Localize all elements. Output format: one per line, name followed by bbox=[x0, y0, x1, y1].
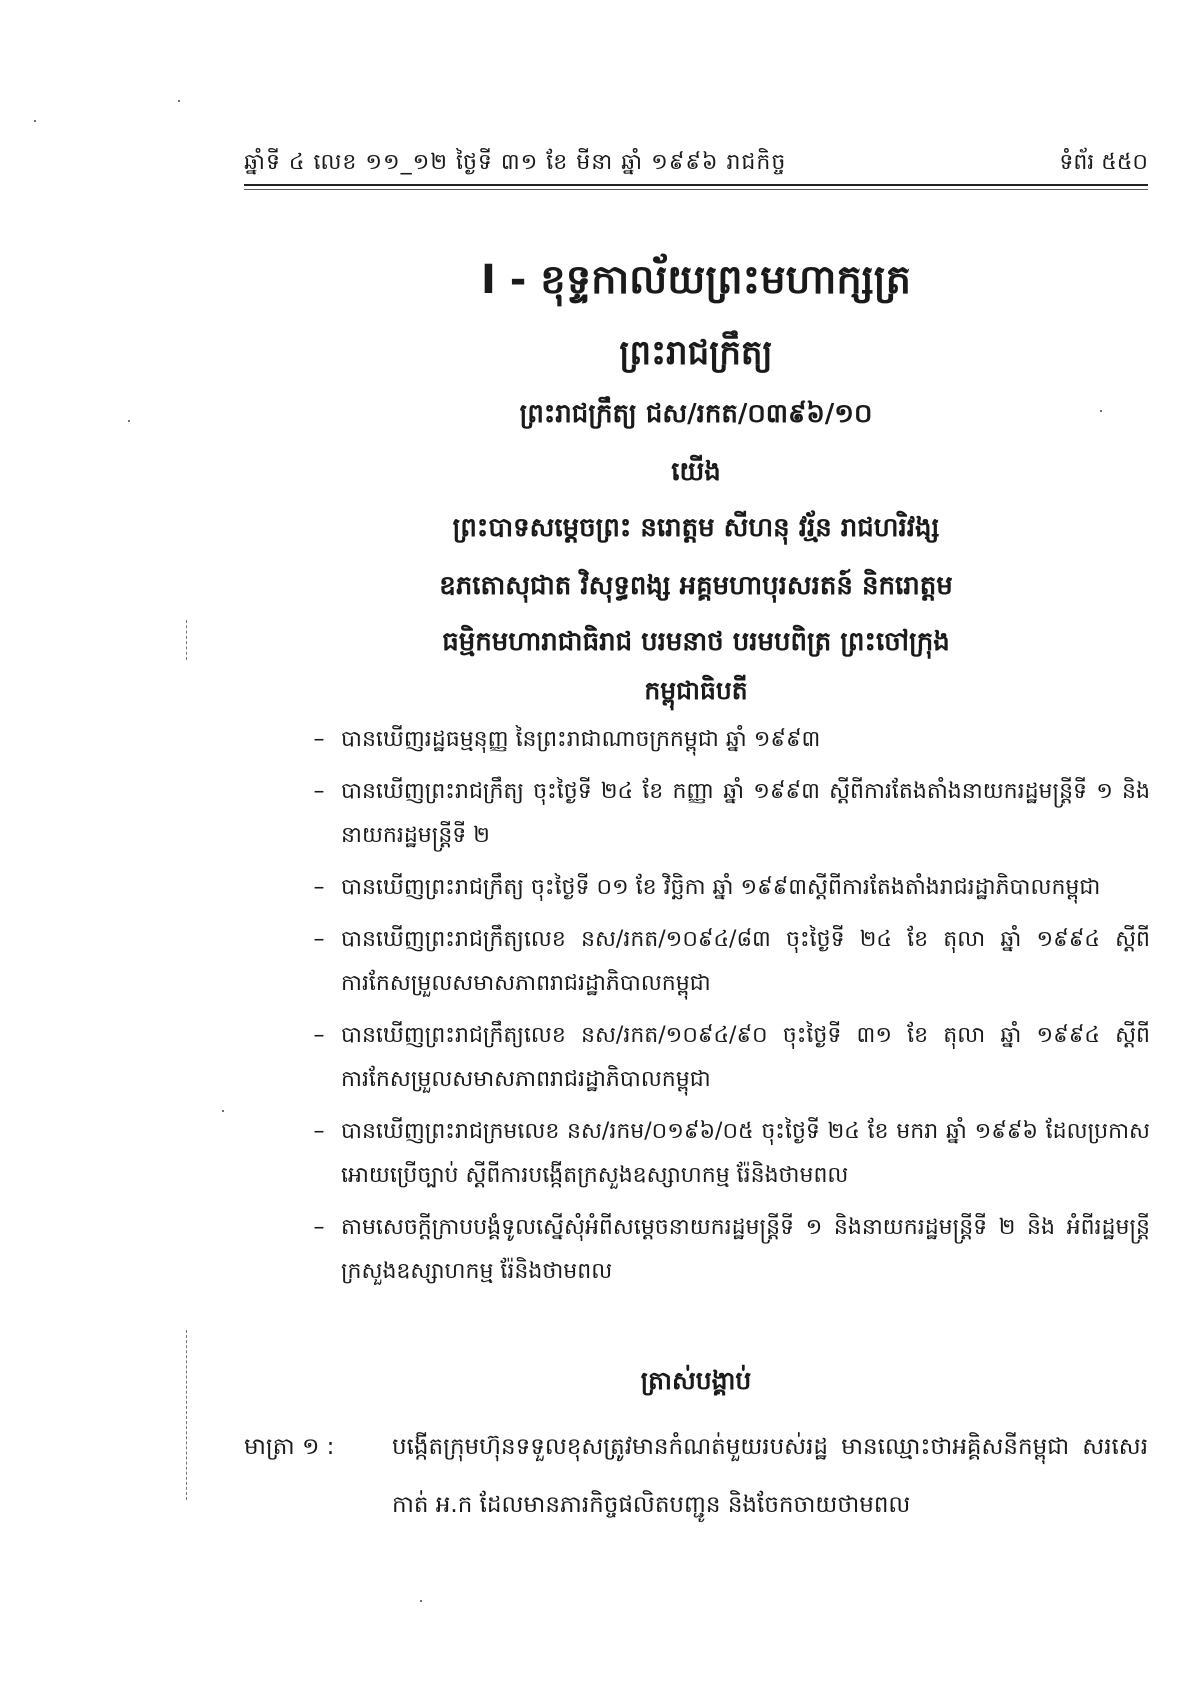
preamble-clause: – តាមសេចក្តីក្រាបបង្គំទូលស្នើសុំអំពីសម្តេចនាយករដ្ឋមន្ត្រីទី ១ និងនាយករដ្ឋមន្ត្រីទី ២ និង អំពីរដ្ឋមន្ត្រីក្រសួងឧស្សាហកម្ម រ៉ែនិងថាមពល bbox=[313, 1215, 1150, 1284]
header-issue-info: ឆ្នាំទី ៤ លេខ ១១_១២ ថ្ងៃទី ៣១ ខែ មីនា ឆ្នាំ ១៩៩៦ រាជកិច្ច bbox=[244, 150, 787, 175]
scan-speck bbox=[128, 420, 130, 422]
preamble-clause: – បានឃើញព្រះរាជក្រមលេខ នស/រកម/០១៩៦/០៥ ចុះថ្ងៃទី ២៤ ខែ មករា ឆ្នាំ ១៩៩៦ ដែលប្រកាសអោយប្រើច្បាប់ ស្តីពីការបង្កើតក្រសួងឧស្សាហកម្ម រ៉ែនិងថាមពល bbox=[313, 1119, 1150, 1188]
king-title-line-3: ធម្មិកមហារាជាធិរាជ បរមនាថ បរមបពិត្រ ព្រះចៅក្រុង bbox=[442, 627, 950, 657]
scan-speck bbox=[34, 120, 36, 122]
header-page-number: ទំព័រ ៥៥០ bbox=[1059, 150, 1148, 175]
king-title-line-1: ព្រះបាទសម្តេចព្រះ នរោត្តម សីហនុ វរ្ម័ន រាជហរិវង្ស bbox=[452, 513, 940, 543]
article-1 bbox=[244, 1418, 1148, 1534]
scan-speck bbox=[222, 1110, 224, 1112]
preamble-clause: – បានឃើញព្រះរាជក្រឹត្យ ចុះថ្ងៃទី ២៤ ខែ កញ្ញា ឆ្នាំ ១៩៩៣ ស្តីពីការតែងតាំងនាយករដ្ឋមន្ត្រីទី ១ និងនាយករដ្ឋមន្ត្រីទី ២ bbox=[313, 779, 1150, 848]
header-rule-thin bbox=[244, 189, 1148, 190]
scan-speck bbox=[178, 100, 180, 102]
royal-we: យើង bbox=[671, 457, 721, 487]
margin-mark bbox=[186, 620, 187, 660]
king-title-line-2: ឧភតោសុជាត វិសុទ្ធពង្ស អគ្គមហាបុរសរតន៍ និករោត្តម bbox=[439, 571, 953, 601]
header-rule bbox=[244, 184, 1148, 186]
article-label: មាត្រា ១ : bbox=[244, 1434, 335, 1460]
preamble-clause: – បានឃើញព្រះរាជក្រឹត្យលេខ នស/រកត/១០៩៤/៨៣ ចុះថ្ងៃទី ២៤ ខែ តុលា ឆ្នាំ ១៩៩៤ ស្តីពីការកែសម្រួលសមាសភាពរាជរដ្ឋាភិបាលកម្ពុជា bbox=[313, 927, 1150, 996]
document-number: ព្រះរាជក្រឹត្យ ជស/រកត/០៣៩៦/១០ bbox=[519, 399, 873, 429]
margin-mark bbox=[186, 1330, 187, 1500]
preamble-clause: – បានឃើញព្រះរាជក្រឹត្យ ចុះថ្ងៃទី ០១ ខែ វិច្ឆិកា ឆ្នាំ ១៩៩៣ស្តីពីការតែងតាំងរាជរដ្ឋាភិបាលកម្ពុជា bbox=[313, 875, 1101, 900]
article-text: បង្កើតក្រុមហ៊ុនទទួលខុសត្រូវមានកំណត់មួយរបស់រដ្ឋ មានឈ្មោះថាអគ្គិសនីកម្ពុជា សរសេរ កាត់ អ.ក ដែលមានភារកិច្ចផលិតបញ្ជូន និងចែកចាយថាមពល bbox=[392, 1434, 1148, 1518]
page-header bbox=[244, 146, 1148, 180]
office-heading: I - ខុទ្ទកាល័យព្រះមហាក្សត្រ bbox=[480, 257, 912, 303]
country-title: កម្ពុជាធិបតី bbox=[644, 676, 748, 705]
scan-speck bbox=[420, 1600, 422, 1602]
preamble-clause: – បានឃើញព្រះរាជក្រឹត្យលេខ នស/រកត/១០៩៤/៩០ ចុះថ្ងៃទី ៣១ ខែ តុលា ឆ្នាំ ១៩៩៤ ស្តីពីការកែសម្រួលសមាសភាពរាជរដ្ឋាភិបាលកម្ពុជា bbox=[313, 1023, 1150, 1092]
preamble-clauses bbox=[305, 718, 1150, 1302]
decree-heading: ត្រាស់បង្គាប់ bbox=[640, 1366, 752, 1395]
document-type: ព្រះរាជក្រឹត្យ bbox=[619, 333, 773, 373]
preamble-clause: – បានឃើញរដ្ឋធម្មនុញ្ញ នៃព្រះរាជាណាចក្រកម្ពុជា ឆ្នាំ ១៩៩៣ bbox=[313, 727, 821, 752]
